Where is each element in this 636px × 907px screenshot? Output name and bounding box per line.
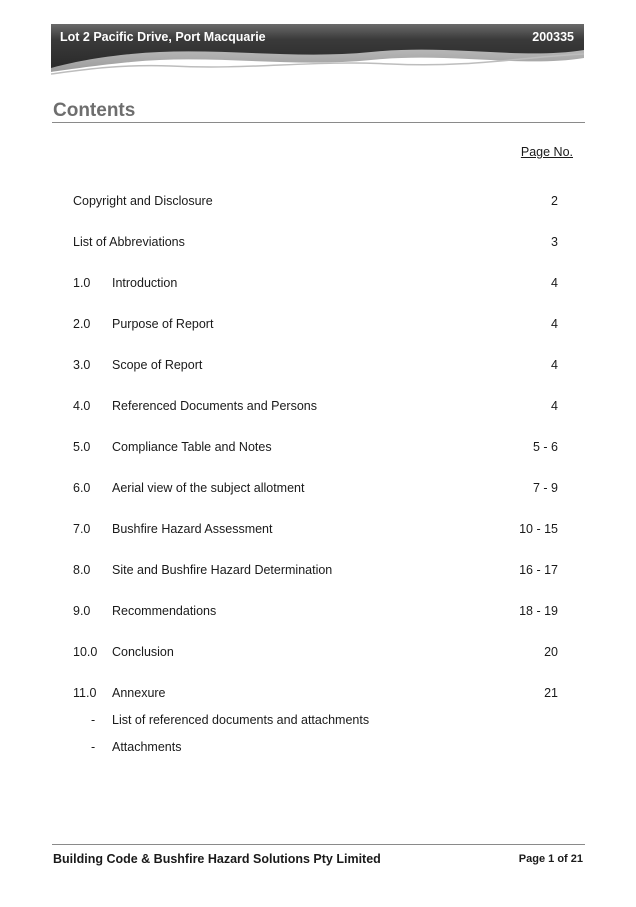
toc-page: 20 [544, 645, 558, 659]
title-divider [52, 122, 585, 123]
toc-row-copyright [73, 194, 558, 210]
toc-page: 4 [551, 276, 558, 290]
toc-label: Compliance Table and Notes [112, 440, 272, 454]
toc-row-compliance-table [73, 440, 558, 456]
toc-number: 1.0 [73, 276, 91, 290]
toc-label: Recommendations [112, 604, 217, 618]
bullet-dash: - [91, 740, 96, 754]
toc-number: 5.0 [73, 440, 91, 454]
toc-row-conclusion [73, 645, 558, 661]
toc-number: 8.0 [73, 563, 91, 577]
toc-label: List of Abbreviations [73, 235, 185, 249]
contents-title: Contents [53, 100, 136, 121]
toc-row-introduction [73, 276, 558, 292]
toc-row-annexure [73, 686, 558, 702]
toc-page: 2 [551, 194, 558, 208]
sub-item-label: Attachments [112, 740, 182, 754]
toc-label: Aerial view of the subject allotment [112, 481, 305, 495]
toc-page: 4 [551, 358, 558, 372]
header-address: Lot 2 Pacific Drive, Port Macquarie [60, 30, 266, 44]
toc-label: Introduction [112, 276, 178, 290]
toc-label: Site and Bushfire Hazard Determination [112, 563, 333, 577]
annexure-sub-item [73, 713, 473, 729]
footer-company-name: Building Code & Bushfire Hazard Solutions Pty Limited [53, 852, 381, 866]
toc-number: 3.0 [73, 358, 91, 372]
toc-label: Copyright and Disclosure [73, 194, 213, 208]
toc-number: 4.0 [73, 399, 91, 413]
toc-page: 16 - 17 [519, 563, 558, 577]
bullet-dash: - [91, 713, 96, 727]
page-no-heading: Page No. [520, 145, 573, 159]
toc-label: Purpose of Report [112, 317, 214, 331]
annexure-sub-item [73, 740, 473, 756]
toc-row-aerial-view [73, 481, 558, 497]
toc-page: 5 - 6 [532, 440, 558, 454]
toc-label: Annexure [112, 686, 166, 700]
toc-page: 10 - 15 [519, 522, 558, 536]
sub-item-label: List of referenced documents and attachments [112, 713, 370, 727]
toc-page: 3 [551, 235, 558, 249]
toc-row-purpose [73, 317, 558, 333]
toc-label: Referenced Documents and Persons [112, 399, 317, 413]
footer-divider [52, 844, 585, 845]
toc-row-referenced-documents [73, 399, 558, 415]
toc-number: 2.0 [73, 317, 91, 331]
toc-row-scope [73, 358, 558, 374]
toc-number: 10.0 [73, 645, 98, 659]
toc-number: 9.0 [73, 604, 91, 618]
toc-number: 11.0 [73, 686, 97, 700]
toc-page: 7 - 9 [532, 481, 558, 495]
toc-page: 4 [551, 399, 558, 413]
toc-label: Conclusion [112, 645, 174, 659]
toc-row-site-determination [73, 563, 558, 579]
toc-page: 18 - 19 [519, 604, 558, 618]
footer-page-number: Page 1 of 21 [518, 853, 583, 865]
toc-page: 4 [551, 317, 558, 331]
toc-number: 7.0 [73, 522, 91, 536]
toc-number: 6.0 [73, 481, 91, 495]
header-job-number: 200335 [532, 30, 574, 44]
toc-page: 21 [544, 686, 558, 700]
toc-label: Bushfire Hazard Assessment [112, 522, 273, 536]
toc-row-abbreviations [73, 235, 558, 251]
toc-row-bushfire-assessment [73, 522, 558, 538]
toc-label: Scope of Report [112, 358, 203, 372]
toc-row-recommendations [73, 604, 558, 620]
